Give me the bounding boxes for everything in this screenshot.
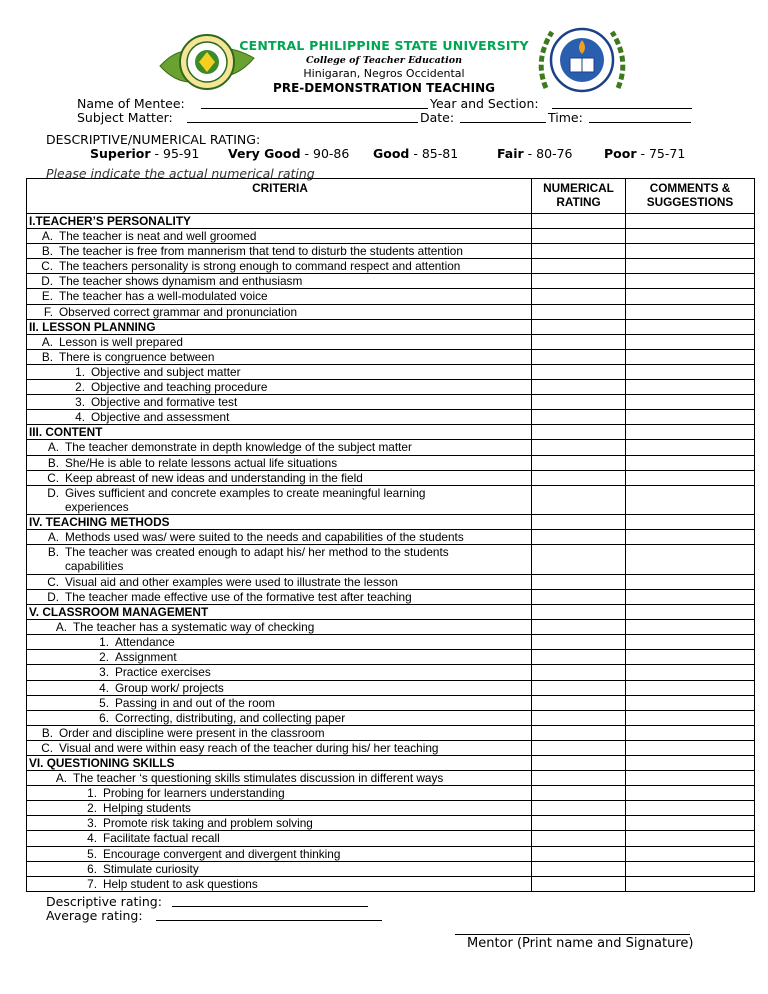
- criteria-cell: [27, 395, 532, 410]
- criteria-cell: [27, 831, 532, 846]
- item-text: The teacher has a well-modulated voice: [59, 289, 268, 304]
- rating-cell[interactable]: [532, 620, 626, 635]
- comments-cell[interactable]: [626, 289, 755, 304]
- criteria-row: [27, 440, 755, 455]
- criteria-row: [27, 380, 755, 395]
- comments-cell[interactable]: [626, 756, 755, 771]
- scale-superior: Superior - 95-91: [90, 146, 200, 161]
- scale-fair: Fair - 80-76: [497, 146, 573, 161]
- item-text: Facilitate factual recall: [103, 831, 220, 846]
- address: Hinigaran, Negros Occidental: [303, 67, 465, 80]
- comments-cell[interactable]: [626, 515, 755, 530]
- criteria-row: [27, 725, 755, 740]
- item-text: Observed correct grammar and pronunciation: [59, 304, 298, 319]
- criteria-cell: [27, 861, 532, 876]
- rating-cell[interactable]: [532, 425, 626, 440]
- comments-cell[interactable]: [626, 410, 755, 425]
- comments-cell[interactable]: [626, 801, 755, 816]
- comments-cell[interactable]: [626, 304, 755, 319]
- item-text: She/He is able to relate lessons actual life situations: [65, 455, 338, 470]
- rating-scale-heading: DESCRIPTIVE/NUMERICAL RATING:: [46, 132, 261, 147]
- item-label: B.: [41, 244, 53, 259]
- section-row: [27, 515, 755, 530]
- criteria-cell: [27, 605, 532, 620]
- criteria-cell: [27, 710, 532, 725]
- item-text: The teacher shows dynamism and enthusiasm: [59, 274, 303, 289]
- criteria-cell: [27, 485, 532, 515]
- item-label: 2.: [75, 380, 85, 395]
- rating-note: Please indicate the actual numerical rating: [46, 166, 315, 181]
- criteria-row: [27, 635, 755, 650]
- rating-cell[interactable]: [532, 319, 626, 334]
- date-label: Date:: [420, 110, 455, 125]
- item-text: Group work/ projects: [115, 680, 224, 695]
- item-text: Gives sufficient and concrete examples to create meaningful learning: [65, 485, 426, 500]
- rating-cell[interactable]: [532, 410, 626, 425]
- criteria-row: [27, 470, 755, 485]
- comments-cell[interactable]: [626, 635, 755, 650]
- comments-cell[interactable]: [626, 771, 755, 786]
- item-label: 2.: [87, 801, 97, 816]
- item-label: 4.: [87, 831, 97, 846]
- rating-cell[interactable]: [532, 485, 626, 515]
- item-text: Visual aid and other examples were used to illustrate the lesson: [65, 574, 398, 589]
- item-label: 1.: [75, 364, 85, 379]
- comments-cell[interactable]: [626, 440, 755, 455]
- criteria-cell: [27, 846, 532, 861]
- comments-cell[interactable]: [626, 334, 755, 349]
- section-title: II. LESSON PLANNING: [29, 319, 156, 334]
- rating-cell[interactable]: [532, 831, 626, 846]
- comments-cell[interactable]: [626, 605, 755, 620]
- item-label: 3.: [99, 665, 109, 680]
- section-row: [27, 605, 755, 620]
- scale-poor: Poor - 75-71: [604, 146, 686, 161]
- criteria-cell: [27, 289, 532, 304]
- criteria-cell: [27, 650, 532, 665]
- comments-cell[interactable]: [626, 710, 755, 725]
- item-label: 5.: [87, 846, 97, 861]
- criteria-row: [27, 876, 755, 891]
- rating-cell[interactable]: [532, 635, 626, 650]
- criteria-cell: [27, 364, 532, 379]
- criteria-cell: [27, 801, 532, 816]
- scale-good: Good - 85-81: [373, 146, 459, 161]
- rating-cell[interactable]: [532, 440, 626, 455]
- criteria-cell: [27, 380, 532, 395]
- criteria-row: [27, 589, 755, 604]
- university-name: CENTRAL PHILIPPINE STATE UNIVERSITY: [239, 38, 529, 53]
- item-text: Objective and formative test: [91, 395, 238, 410]
- rating-cell[interactable]: [532, 470, 626, 485]
- rating-cell[interactable]: [532, 515, 626, 530]
- item-label: 6.: [87, 861, 97, 876]
- comments-cell[interactable]: [626, 831, 755, 846]
- item-text: Helping students: [103, 801, 191, 816]
- item-label: B.: [47, 545, 59, 560]
- criteria-row: [27, 861, 755, 876]
- average-rating-label: Average rating:: [46, 908, 143, 923]
- criteria-row: [27, 229, 755, 244]
- item-label: A.: [55, 620, 67, 635]
- college-name: College of Teacher Education: [305, 55, 463, 66]
- item-text: The teachers personality is strong enough to command respect and attention: [59, 259, 461, 274]
- rating-cell[interactable]: [532, 740, 626, 755]
- time-field[interactable]: [589, 122, 691, 123]
- item-text: The teacher is free from mannerism that tend to disturb the students attention: [59, 244, 463, 259]
- comments-cell[interactable]: [626, 665, 755, 680]
- item-text: The teacher made effective use of the formative test after teaching: [65, 589, 412, 604]
- criteria-row: [27, 289, 755, 304]
- criteria-row: [27, 831, 755, 846]
- item-text: Stimulate curiosity: [103, 861, 199, 876]
- item-text-continued: capabilities: [65, 559, 124, 574]
- criteria-cell: [27, 665, 532, 680]
- rating-cell[interactable]: [532, 304, 626, 319]
- rating-cell[interactable]: [532, 725, 626, 740]
- item-text: The teacher is neat and well groomed: [59, 229, 257, 244]
- rating-cell[interactable]: [532, 574, 626, 589]
- year-section-label: Year and Section:: [430, 96, 539, 111]
- item-label: D.: [47, 485, 59, 500]
- criteria-cell: [27, 574, 532, 589]
- item-label: A.: [41, 334, 53, 349]
- comments-cell[interactable]: [626, 380, 755, 395]
- item-label: 7.: [87, 876, 97, 891]
- rating-cell[interactable]: [532, 680, 626, 695]
- comments-cell[interactable]: [626, 589, 755, 604]
- item-text: Keep abreast of new ideas and understanding in the field: [65, 470, 363, 485]
- form-title: PRE-DEMONSTRATION TEACHING: [273, 81, 495, 95]
- comments-cell[interactable]: [626, 725, 755, 740]
- rating-cell[interactable]: [532, 665, 626, 680]
- item-label: 4.: [99, 680, 109, 695]
- item-text: Practice exercises: [115, 665, 211, 680]
- comments-cell[interactable]: [626, 695, 755, 710]
- rating-cell[interactable]: [532, 876, 626, 891]
- item-text: The teacher has a systematic way of checking: [73, 620, 315, 635]
- comments-cell[interactable]: [626, 319, 755, 334]
- rating-cell[interactable]: [532, 589, 626, 604]
- comments-cell[interactable]: [626, 650, 755, 665]
- criteria-cell: [27, 515, 532, 530]
- criteria-row: [27, 846, 755, 861]
- comments-cell[interactable]: [626, 816, 755, 831]
- item-label: C.: [47, 574, 59, 589]
- criteria-row: [27, 410, 755, 425]
- rating-cell[interactable]: [532, 244, 626, 259]
- criteria-row: [27, 665, 755, 680]
- item-label: 2.: [99, 650, 109, 665]
- comments-cell[interactable]: [626, 455, 755, 470]
- rating-cell[interactable]: [532, 395, 626, 410]
- comments-cell[interactable]: [626, 395, 755, 410]
- criteria-cell: [27, 334, 532, 349]
- criteria-cell: [27, 304, 532, 319]
- criteria-row: [27, 786, 755, 801]
- item-text: Order and discipline were present in the classroom: [59, 725, 325, 740]
- item-text: Promote risk taking and problem solving: [103, 816, 313, 831]
- section-title: III. CONTENT: [29, 425, 103, 440]
- rating-cell[interactable]: [532, 605, 626, 620]
- comments-cell[interactable]: [626, 574, 755, 589]
- criteria-row: [27, 244, 755, 259]
- item-text: Attendance: [115, 635, 175, 650]
- criteria-cell: [27, 725, 532, 740]
- comments-cell[interactable]: [626, 349, 755, 364]
- item-label: C.: [41, 259, 53, 274]
- item-text: Correcting, distributing, and collecting paper: [115, 710, 346, 725]
- rating-cell[interactable]: [532, 380, 626, 395]
- criteria-row: [27, 395, 755, 410]
- comments-cell[interactable]: [626, 876, 755, 891]
- comments-cell[interactable]: [626, 786, 755, 801]
- criteria-cell: [27, 455, 532, 470]
- criteria-row: [27, 574, 755, 589]
- descriptive-rating-label: Descriptive rating:: [46, 894, 162, 909]
- item-label: A.: [41, 229, 53, 244]
- criteria-cell: [27, 244, 532, 259]
- comments-cell[interactable]: [626, 740, 755, 755]
- criteria-cell: [27, 274, 532, 289]
- rating-cell[interactable]: [532, 349, 626, 364]
- criteria-cell: [27, 440, 532, 455]
- rating-cell[interactable]: [532, 274, 626, 289]
- item-text: The teacher ‘s questioning skills stimulates discussion in different ways: [73, 771, 444, 786]
- rating-cell[interactable]: [532, 816, 626, 831]
- section-row: [27, 319, 755, 334]
- criteria-cell: [27, 349, 532, 364]
- criteria-cell: [27, 680, 532, 695]
- criteria-row: [27, 695, 755, 710]
- comments-cell[interactable]: [626, 470, 755, 485]
- comments-cell[interactable]: [626, 259, 755, 274]
- criteria-row: [27, 274, 755, 289]
- criteria-cell: [27, 635, 532, 650]
- criteria-cell: [27, 786, 532, 801]
- item-text: The teacher demonstrate in depth knowledge of the subject matter: [65, 440, 412, 455]
- comments-cell[interactable]: [626, 244, 755, 259]
- col-rating: NUMERICAL RATING: [532, 179, 626, 214]
- rating-cell[interactable]: [532, 229, 626, 244]
- criteria-cell: [27, 214, 532, 229]
- criteria-row: [27, 530, 755, 545]
- item-label: B.: [47, 455, 59, 470]
- criteria-cell: [27, 695, 532, 710]
- comments-cell[interactable]: [626, 680, 755, 695]
- item-label: 3.: [87, 816, 97, 831]
- rating-cell[interactable]: [532, 756, 626, 771]
- criteria-cell: [27, 259, 532, 274]
- comments-cell[interactable]: [626, 861, 755, 876]
- item-label: 3.: [75, 395, 85, 410]
- comments-cell[interactable]: [626, 485, 755, 515]
- subject-label: Subject Matter:: [77, 110, 173, 125]
- item-text: Objective and assessment: [91, 410, 230, 425]
- criteria-row: [27, 364, 755, 379]
- criteria-cell: [27, 530, 532, 545]
- section-title: VI. QUESTIONING SKILLS: [29, 756, 175, 770]
- criteria-cell: [27, 410, 532, 425]
- criteria-row: [27, 650, 755, 665]
- item-text: Help student to ask questions: [103, 876, 258, 891]
- criteria-row: [27, 740, 755, 755]
- item-text: There is congruence between: [59, 349, 215, 364]
- item-label: 1.: [87, 786, 97, 801]
- item-label: 6.: [99, 710, 109, 725]
- criteria-cell: [27, 229, 532, 244]
- item-label: A.: [47, 440, 59, 455]
- criteria-cell: [27, 771, 532, 786]
- section-row: [27, 425, 755, 440]
- item-label: D.: [47, 589, 59, 604]
- year-section-field[interactable]: [552, 108, 692, 109]
- criteria-cell: [27, 816, 532, 831]
- rating-cell[interactable]: [532, 650, 626, 665]
- mentee-label: Name of Mentee:: [77, 96, 185, 111]
- comments-cell[interactable]: [626, 214, 755, 229]
- subject-field[interactable]: [187, 122, 418, 123]
- criteria-row: [27, 620, 755, 635]
- comments-cell[interactable]: [626, 229, 755, 244]
- scale-very-good: Very Good - 90-86: [228, 146, 350, 161]
- comments-cell[interactable]: [626, 846, 755, 861]
- table-header-row: [27, 179, 755, 214]
- item-text: Methods used was/ were suited to the needs and capabilities of the students: [65, 530, 464, 545]
- average-rating-field[interactable]: [156, 920, 382, 921]
- comments-cell[interactable]: [626, 274, 755, 289]
- item-label: 1.: [99, 635, 109, 650]
- criteria-row: [27, 545, 755, 575]
- item-label: 4.: [75, 410, 85, 425]
- section-row: [27, 756, 755, 771]
- mentee-field[interactable]: [201, 108, 428, 109]
- rating-cell[interactable]: [532, 861, 626, 876]
- col-criteria: CRITERIA: [27, 179, 532, 214]
- item-text: The teacher was created enough to adapt his/ her method to the students: [65, 545, 449, 560]
- criteria-cell: [27, 589, 532, 604]
- criteria-row: [27, 334, 755, 349]
- item-label: A.: [55, 771, 67, 786]
- item-text: Visual and were within easy reach of the teacher during his/ her teaching: [59, 740, 439, 755]
- criteria-table: [26, 178, 755, 892]
- rating-cell[interactable]: [532, 364, 626, 379]
- criteria-cell: [27, 620, 532, 635]
- criteria-row: [27, 771, 755, 786]
- item-label: D.: [41, 274, 53, 289]
- mentor-label: Mentor (Print name and Signature): [467, 936, 694, 951]
- item-label: F.: [43, 304, 53, 319]
- comments-cell[interactable]: [626, 620, 755, 635]
- criteria-row: [27, 259, 755, 274]
- item-label: 5.: [99, 695, 109, 710]
- criteria-row: [27, 304, 755, 319]
- rating-cell[interactable]: [532, 846, 626, 861]
- comments-cell[interactable]: [626, 364, 755, 379]
- rating-cell[interactable]: [532, 259, 626, 274]
- rating-cell[interactable]: [532, 545, 626, 575]
- criteria-cell: [27, 470, 532, 485]
- comments-cell[interactable]: [626, 530, 755, 545]
- item-label: E.: [41, 289, 53, 304]
- item-text-continued: experiences: [65, 499, 129, 514]
- item-text: Objective and subject matter: [91, 364, 241, 379]
- item-text: Encourage convergent and divergent thinking: [103, 846, 341, 861]
- item-text: Assignment: [115, 650, 177, 665]
- rating-cell[interactable]: [532, 289, 626, 304]
- criteria-cell: [27, 740, 532, 755]
- criteria-row: [27, 801, 755, 816]
- rating-cell[interactable]: [532, 334, 626, 349]
- criteria-row: [27, 349, 755, 364]
- item-label: B.: [41, 725, 53, 740]
- criteria-cell: [27, 319, 532, 334]
- comments-cell[interactable]: [626, 545, 755, 575]
- item-label: B.: [41, 349, 53, 364]
- item-text: Probing for learners understanding: [103, 786, 285, 801]
- rating-cell[interactable]: [532, 710, 626, 725]
- criteria-row: [27, 710, 755, 725]
- criteria-row: [27, 816, 755, 831]
- rating-cell[interactable]: [532, 530, 626, 545]
- rating-cell[interactable]: [532, 695, 626, 710]
- criteria-row: [27, 680, 755, 695]
- rating-cell[interactable]: [532, 455, 626, 470]
- criteria-cell: [27, 545, 532, 575]
- col-comments: COMMENTS & SUGGESTIONS: [626, 179, 755, 214]
- section-title: I.TEACHER’S PERSONALITY: [29, 214, 191, 228]
- section-title: IV. TEACHING METHODS: [29, 515, 170, 530]
- item-label: C.: [41, 740, 53, 755]
- criteria-row: [27, 455, 755, 470]
- item-text: Objective and teaching procedure: [91, 380, 268, 395]
- section-title: V. CLASSROOM MANAGEMENT: [29, 605, 209, 620]
- criteria-row: [27, 485, 755, 515]
- rating-cell[interactable]: [532, 801, 626, 816]
- item-text: Passing in and out of the room: [115, 695, 276, 710]
- date-field[interactable]: [460, 122, 546, 123]
- rating-cell[interactable]: [532, 214, 626, 229]
- time-label: Time:: [548, 110, 583, 125]
- rating-cell[interactable]: [532, 786, 626, 801]
- item-label: C.: [47, 470, 59, 485]
- item-label: A.: [47, 530, 59, 545]
- criteria-cell: [27, 756, 532, 771]
- section-row: [27, 214, 755, 229]
- descriptive-rating-field[interactable]: [172, 906, 368, 907]
- criteria-cell: [27, 876, 532, 891]
- item-text: Lesson is well prepared: [59, 334, 183, 349]
- rating-cell[interactable]: [532, 771, 626, 786]
- mentor-signature-line[interactable]: [455, 934, 690, 935]
- criteria-cell: [27, 425, 532, 440]
- comments-cell[interactable]: [626, 425, 755, 440]
